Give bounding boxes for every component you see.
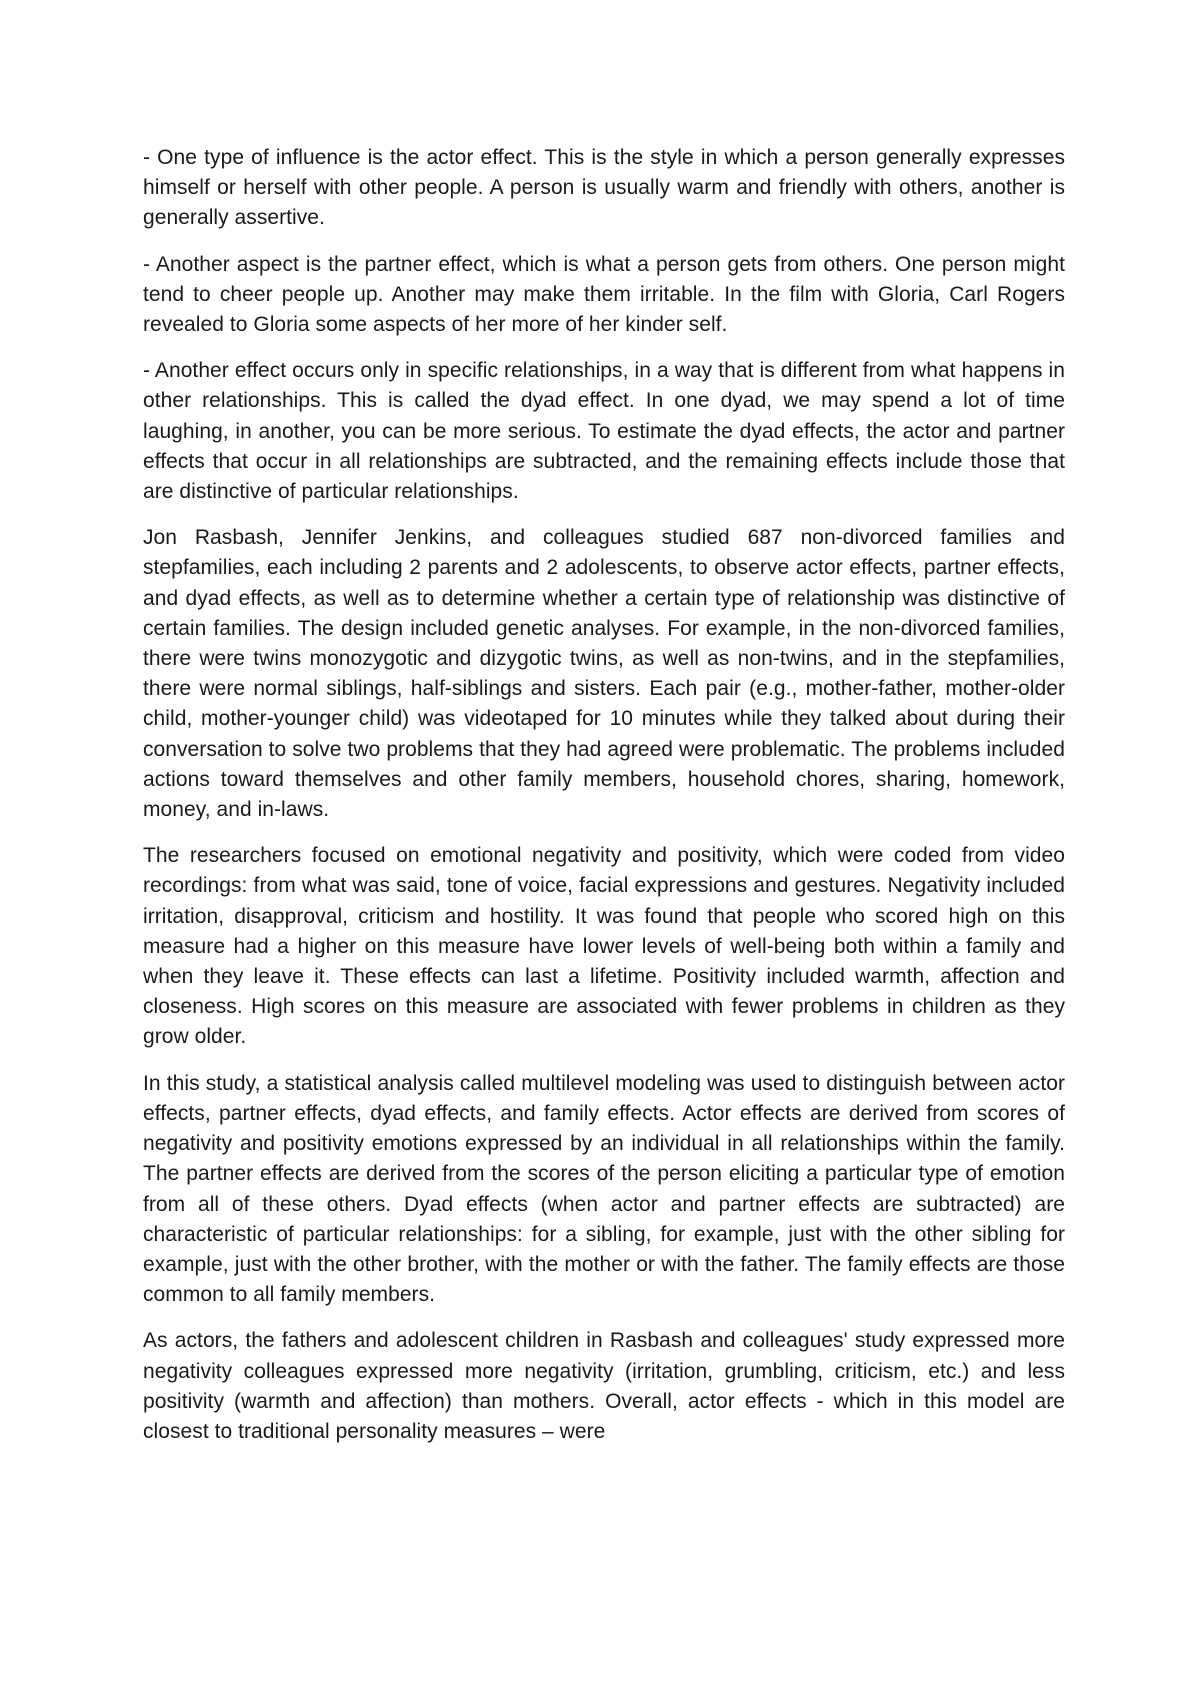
paragraph-actor-effect: - One type of influence is the actor effect. This is the style in which a person generally expresses himself or herself with other people. A person is usually warm and friendly with others, another is generally assertive.: [143, 146, 1065, 230]
paragraph-multilevel-modeling: In this study, a statistical analysis called multilevel modeling was used to distinguish between actor effects, partner effects, dyad effects, and family effects. Actor effects are derived from scores of negativity and positivity emotions expressed by an individual in all relationships within the family. The partner effects are derived from the scores of the person eliciting a particular type of emotion from all of these others. Dyad effects (when actor and partner effects are subtracted) are characteristic of particular relationships: for a sibling, for example, just with the other sibling for example, just with the other brother, with the mother or with the father. The family effects are those common to all family members.: [143, 1071, 1065, 1307]
paragraph-partner-effect: - Another aspect is the partner effect, which is what a person gets from others. One person might tend to cheer people up. Another may make them irritable. In the film with Gloria, Carl Rogers revealed to Gloria some aspects of her more of her kinder self.: [143, 252, 1065, 337]
paragraph-dyad-effect: - Another effect occurs only in specific relationships, in a way that is different from what happens in other relationships. This is called the dyad effect. In one dyad, we may spend a lot of time laughing, in another, you can be more serious. To estimate the dyad effects, the actor and partner effects that occur in all relationships are subtracted, and the remaining effects include those that are distinctive of particular relationships.: [143, 359, 1065, 504]
paragraph-negativity-positivity: The researchers focused on emotional negativity and positivity, which were coded from video recordings: from what was said, tone of voice, facial expressions and gestures. Negativity included irritation, disapproval, criticism and hostility. It was found that people who scored high on this measure had a higher on this measure have lower levels of well-being both within a family and when they leave it. These effects can last a lifetime. Positivity included warmth, affection and closeness. High scores on this measure are associated with fewer problems in children as they grow older.: [143, 844, 1065, 1049]
paragraph-actors-results: As actors, the fathers and adolescent children in Rasbash and colleagues' study expressed more negativity colleagues expressed more negativity (irritation, grumbling, criticism, etc.) and less positivity (warmth and affection) than mothers. Overall, actor effects - which in this model are closest to traditional personality measures – were: [143, 1329, 1065, 1443]
paragraph-rasbash-study: Jon Rasbash, Jennifer Jenkins, and colleagues studied 687 non-divorced families and stepfamilies, each including 2 parents and 2 adolescents, to observe actor effects, partner effects, and dyad effects, as well as to determine whether a certain type of relationship was distinctive of certain families. The design included genetic analyses. For example, in the non-divorced families, there were twins monozygotic and dizygotic twins, as well as non-twins, and in the stepfamilies, there were normal siblings, half-siblings and sisters. Each pair (e.g., mother-father, mother-older child, mother-younger child) was videotaped for 10 minutes while they talked about during their conversation to solve two problems that they had agreed were problematic. The problems included actions toward themselves and other family members, household chores, sharing, homework, money, and in-laws.: [143, 526, 1065, 822]
document-body: [143, 143, 1065, 1463]
